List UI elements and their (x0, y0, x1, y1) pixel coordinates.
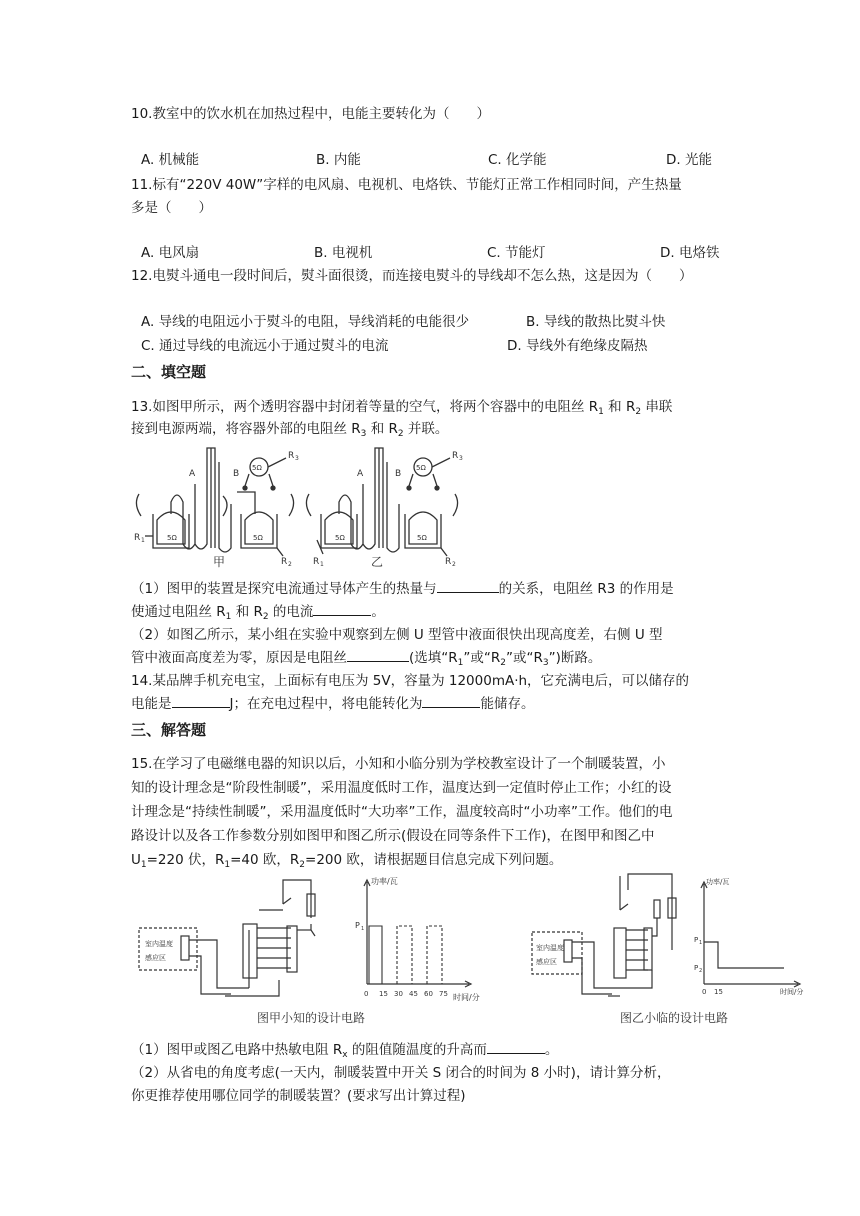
q11-stem-line1: 11.标有“220V 40W”字样的电风扇、电视机、电烙铁、节能灯正常工作相同时间，产生热量 (131, 177, 682, 193)
fig13-r5-br2: 5Ω (417, 534, 427, 542)
q13-figure (131, 444, 466, 572)
fig13-r5-bl: 5Ω (167, 534, 177, 542)
fig13-r5-br: 5Ω (253, 534, 263, 542)
q12-stem: 12.电熨斗通电一段时间后，熨斗面很烫，而连接电熨斗的导线却不怎么热，这是因为（ ） (131, 268, 693, 284)
q11-option-d: D. 电烙铁 (660, 245, 720, 261)
q10-option-c: C. 化学能 (488, 152, 547, 168)
q13-sub2-line1: （2）如图乙所示，某小组在实验中观察到左侧 U 型管中液面很快出现高度差，右侧 U 型 (131, 627, 663, 643)
svg-text:1: 1 (361, 926, 365, 932)
q13-blank-3[interactable] (347, 661, 409, 662)
q14-line1: 14.某品牌手机充电宝，上面标有电压为 5V，容量为 12000mA·h，它充满电后，可以储存的 (131, 673, 690, 689)
svg-text:1: 1 (141, 537, 145, 544)
fig15a-tick-label: 0 (364, 990, 369, 998)
q13-sub1-line1: （1）图甲的装置是探究电流通过导体产生的热量与 的关系，电阻丝 R3 的作用是 (131, 581, 674, 597)
fig15b-x-label: 时间/分 (780, 988, 804, 996)
fig15a-tick-label: 45 (409, 990, 418, 998)
fig15a-tick-label: 75 (439, 990, 448, 998)
q15-line1: 15.在学习了电磁继电器的知识以后，小知和小临分别为学校教室设计了一个制暖装置，小 (131, 756, 666, 772)
fig15a-caption: 图甲小知的设计电路 (257, 1011, 366, 1025)
fig15b-tick-15: 15 (714, 988, 723, 996)
svg-text:1: 1 (320, 561, 324, 568)
q15-blank-1[interactable] (487, 1053, 545, 1054)
q14-line2: 电能是 J；在充电过程中，将电能转化为 能储存。 (131, 696, 535, 712)
q15-sub2-line2: 你更推荐使用哪位同学的制暖装置？(要求写出计算过程) (131, 1088, 466, 1104)
fig15b-p1: P (694, 936, 699, 944)
fig13-caption-yi: 乙 (371, 555, 384, 569)
q10-option-a: A. 机械能 (141, 152, 200, 168)
svg-text:2: 2 (452, 561, 456, 568)
fig15a-sensor-line2: 感应区 (145, 954, 166, 962)
fig13-label-b: B (233, 469, 240, 479)
fig15a-tick-label: 60 (424, 990, 433, 998)
q12-option-d: D. 导线外有绝缘皮隔热 (507, 338, 648, 354)
svg-text:2: 2 (288, 561, 292, 568)
fig13-r2-left: R (281, 557, 288, 567)
svg-text:2: 2 (699, 968, 703, 974)
fig13-r5-top-left: 5Ω (252, 464, 262, 472)
q15-sub1: （1）图甲或图乙电路中热敏电阻 $R_x$ 的阻值随温度的升高而 。 (131, 1042, 559, 1060)
q13-blank-1[interactable] (437, 592, 499, 593)
q14-blank-1[interactable] (172, 707, 230, 708)
q10-stem: 10.教室中的饮水机在加热过程中，电能主要转化为（ ） (131, 106, 490, 122)
q13-line1: 13.如图甲所示，两个透明容器中封闭着等量的空气，将两个容器中的电阻丝 $R_1$ 和 $R_2$ 串联 (131, 399, 673, 417)
q14-blank-2[interactable] (422, 707, 480, 708)
fig15b-tick-0: 0 (702, 988, 707, 996)
q13-blank-2[interactable] (313, 615, 371, 616)
fig15b-sensor-line2: 感应区 (536, 958, 557, 966)
fig13-r1-left: R (134, 533, 141, 543)
q15-figure-b (522, 870, 812, 1032)
fig15b-p2: P (694, 964, 699, 972)
fig13-caption-jia: 甲 (213, 555, 226, 569)
q10-option-d: D. 光能 (666, 152, 712, 168)
fig15a-tick-label: 15 (379, 990, 388, 998)
q13-line2: 接到电源两端，将容器外部的电阻丝 $R_3$ 和 $R_2$ 并联。 (131, 421, 449, 439)
fig15b-y-label: 功率/瓦 (706, 878, 730, 886)
fig15a-tick-label: 30 (394, 990, 403, 998)
fig13-label-a: A (189, 469, 196, 479)
fig15b-caption: 图乙小临的设计电路 (620, 1011, 729, 1025)
fig15a-sensor-line1: 室内温度 (145, 940, 173, 948)
svg-text:3: 3 (459, 455, 463, 462)
section-title-answer: 三、解答题 (131, 721, 207, 739)
fig13-r3-left: R (288, 451, 295, 461)
q15-line3: 计理念是“持续性制暖”，采用温度低时“大功率”工作，温度较高时“小功率”工作。他们的电 (131, 804, 673, 820)
fig13-label-b2: B (395, 469, 402, 479)
fig15a-p1: P (355, 921, 360, 930)
q12-option-c: C. 通过导线的电流远小于通过熨斗的电流 (141, 338, 389, 354)
fig13-r2-right: R (445, 557, 452, 567)
q15-sub2-line1: （2）从省电的角度考虑(一天内，制暖装置中开关 S 闭合的时间为 8 小时)，请计算分析， (131, 1065, 671, 1081)
q11-option-c: C. 节能灯 (487, 245, 546, 261)
q10-option-b: B. 内能 (316, 152, 361, 168)
fig15a-power-pulse (369, 926, 382, 984)
fig13-label-a2: A (357, 469, 364, 479)
q11-option-b: B. 电视机 (314, 245, 373, 261)
q15-line5: $U_1=220$ 伏，$R_1=40$ 欧，$R_2=200$ 欧，请根据题目信息完成下列问题。 (131, 852, 563, 870)
fig15a-y-label: 功率/瓦 (371, 877, 398, 886)
svg-text:1: 1 (699, 940, 703, 946)
q12-option-a: A. 导线的电阻远小于熨斗的电阻，导线消耗的电能很少 (141, 314, 470, 330)
fig15a-power-pulse (397, 926, 412, 984)
section-title-fill-blank: 二、填空题 (131, 363, 207, 381)
q11-stem-line2: 多是（ ） (131, 200, 212, 216)
q15-figure-a (131, 870, 499, 1032)
fig15a-x-label: 时间/分 (453, 993, 480, 1002)
fig13-r3-right: R (452, 451, 459, 461)
fig13-r5-top-right: 5Ω (416, 464, 426, 472)
svg-text:3: 3 (295, 455, 299, 462)
q15-line4: 路设计以及各工作参数分别如图甲和图乙所示(假设在同等条件下工作)，在图甲和图乙中 (131, 828, 655, 844)
q12-option-b: B. 导线的散热比熨斗快 (526, 314, 666, 330)
q11-option-a: A. 电风扇 (141, 245, 200, 261)
q13-sub2-line2: 管中液面高度差为零，原因是电阻丝 (选填“$R_1$”或“$R_2$”或“$R_3$”)断路。 (131, 650, 602, 668)
fig13-r1-right: R (313, 557, 320, 567)
fig15a-power-pulse (427, 926, 442, 984)
q15-line2: 知的设计理念是“阶段性制暖”，采用温度低时工作，温度达到一定值时停止工作；小红的设 (131, 780, 672, 796)
fig13-r5-bl2: 5Ω (335, 534, 345, 542)
q13-sub1-line2: 使通过电阻丝 $R_1$ 和 $R_2$ 的电流 。 (131, 604, 385, 622)
fig15b-sensor-line1: 室内温度 (536, 944, 564, 952)
